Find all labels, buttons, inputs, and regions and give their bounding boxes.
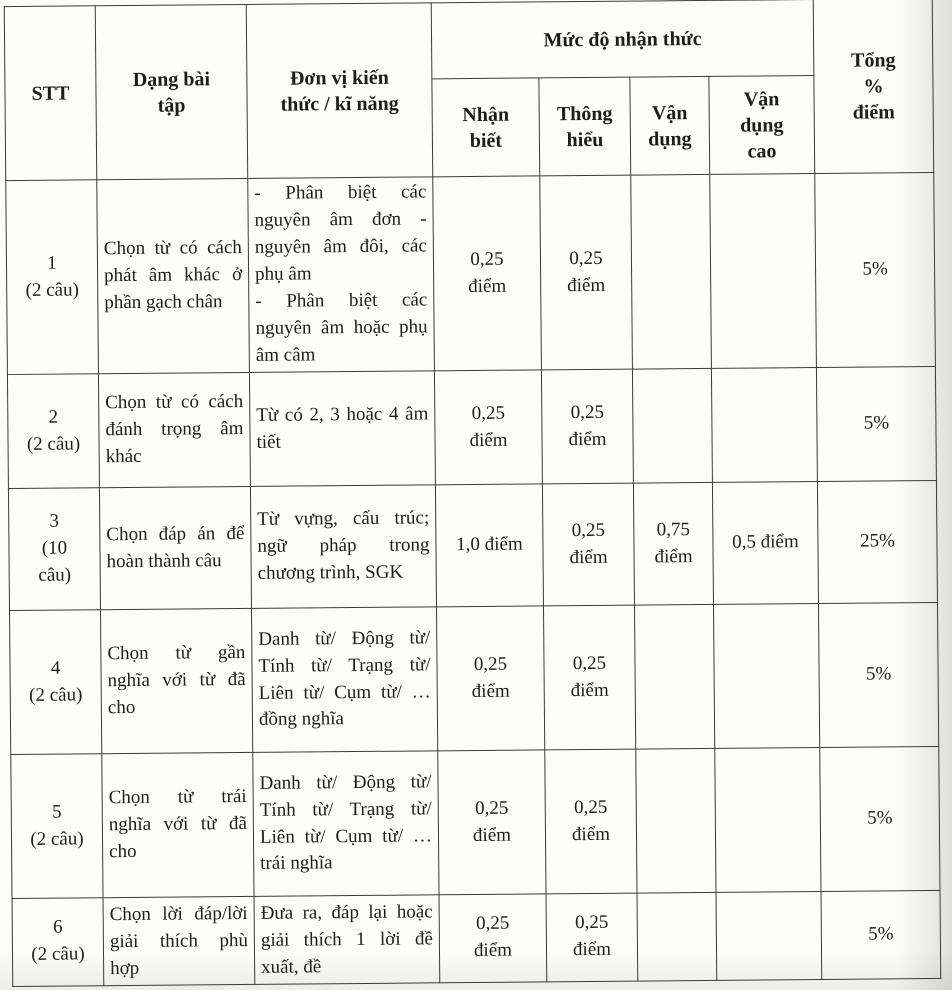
col-header-level-recognition: Nhận biết [432,78,540,177]
cell-score-application: 0,75 điểm [633,482,713,605]
cell-task-type: Chọn từ có cách đánh trọng âm khác [98,372,250,487]
col-header-level-high-application: Vận dụng cao [709,76,815,175]
cell-stt: 3 (10 câu) [8,488,100,611]
cell-total-percent: 25% [817,480,937,603]
cell-score-application [634,604,714,749]
table-row-6 [12,890,941,986]
col-header-knowledge-unit: Đơn vị kiến thức / kĩ năng [246,3,433,179]
cell-stt: 1 (2 câu) [6,180,99,375]
cell-score-comprehension: 0,25 điểm [542,483,634,606]
cell-task-type: Chọn từ gần nghĩa với từ đã cho [101,608,253,753]
cell-score-high-application: 0,5 điểm [712,481,818,604]
cell-total-percent: 5% [816,366,936,481]
cell-score-recognition: 0,25 điểm [439,894,547,983]
cell-task-type [103,896,255,985]
cell-total-percent: 5% [815,172,936,367]
cell-total-percent: 5% [820,746,940,891]
cell-score-high-application [715,747,821,892]
cell-knowledge-unit: Từ có 2, 3 hoặc 4 âm tiết [249,371,435,487]
cell-score-comprehension: 0,25 điểm [543,605,635,750]
scanned-page [4,0,943,987]
cell-score-high-application [711,367,817,482]
cell-score-high-application [713,603,819,748]
col-header-cognition-levels-group: Mức độ nhận thức [431,0,814,79]
cell-score-comprehension: 0,25 điểm [540,175,633,370]
cell-score-recognition: 0,25 điểm [433,176,542,371]
table-row-3 [8,480,937,610]
cell-score-high-application [716,891,822,980]
col-header-task-type: Dạng bài tập [95,4,248,179]
cell-knowledge-unit: Từ vựng, cấu trúc; ngữ pháp trong chương trình, SGK [250,485,436,609]
header-row-top [4,0,933,83]
table-row-5 [11,746,940,898]
cell-score-recognition: 0,25 điểm [438,750,546,895]
cell-stt: 6 (2 câu) [12,898,104,987]
cell-knowledge-unit [254,895,440,985]
col-header-level-application: Vận dụng [630,76,710,175]
cell-score-comprehension: 0,25 điểm [541,369,633,484]
cell-task-type: Chọn từ trái nghĩa với từ đã cho [102,752,254,897]
cell-score-recognition: 0,25 điểm [436,606,544,751]
cell-score-application [636,748,716,893]
cell-score-comprehension: 0,25 điểm [545,749,637,894]
cell-task-type: Chọn đáp án để hoàn thành câu [99,486,251,609]
col-header-stt: STT [4,6,97,181]
table-row-1 [6,172,936,374]
cell-score-comprehension: 0,25 điểm [546,893,638,982]
cell-score-recognition: 1,0 điểm [435,484,543,607]
cell-task-type: Chọn từ có cách phát âm khác ở phần gạch chân [97,178,250,373]
cell-knowledge-unit: Danh từ/ Động từ/ Tính từ/ Trạng từ/ Liên từ/ Cụm từ/ … đồng nghĩa [252,607,438,753]
cell-stt: 5 (2 câu) [11,754,103,899]
clipped-text: Chọn lời đáp/lời giải thích phù hợp [109,902,248,980]
cell-knowledge-unit: - Phân biệt các nguyên âm đơn - nguyên âm đôi, các phụ âm - Phân biệt các nguyên âm hoặc phụ âm câm [248,177,435,373]
table-row-4 [10,602,939,754]
cell-stt: 2 (2 câu) [7,374,99,489]
table-row-2 [7,366,936,488]
assessment-matrix-table [4,0,942,987]
cell-score-application [632,368,712,483]
cell-score-recognition: 0,25 điểm [434,370,542,485]
col-header-total-percent: Tổng % điểm [813,0,934,174]
cell-knowledge-unit: Danh từ/ Động từ/ Tính từ/ Trạng từ/ Liên từ/ Cụm từ/ … trái nghĩa [253,751,439,897]
col-header-level-comprehension: Thông hiểu [539,77,631,176]
cell-score-application [637,892,717,981]
cell-total-percent: 5% [821,890,941,979]
cell-score-high-application [710,174,817,369]
cell-score-application [631,174,712,369]
cell-stt: 4 (2 câu) [10,610,102,755]
clipped-text: Đưa ra, đáp lại hoặc giải thích 1 lời đề xuất, đề [260,901,433,978]
cell-total-percent: 5% [819,602,939,747]
